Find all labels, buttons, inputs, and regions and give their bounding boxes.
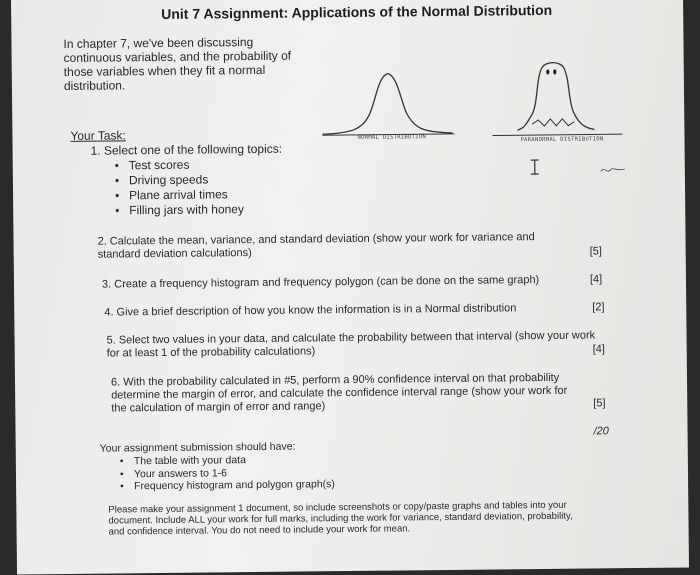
task-item-1: 1. Select one of the following topics: <box>90 141 283 158</box>
your-task-heading: Your Task: <box>70 128 126 143</box>
question-5-marks: [4] <box>592 343 606 356</box>
scribble-mark <box>601 169 625 172</box>
list-item: • Driving speeds <box>115 172 244 188</box>
submission-list <box>120 453 335 493</box>
question-4-marks: [2] <box>592 301 605 314</box>
total-marks: /20 <box>593 425 609 438</box>
question-3-marks: [4] <box>589 273 603 286</box>
question-6-marks: [5] <box>593 397 606 410</box>
topic-list <box>115 157 244 218</box>
text-cursor-icon <box>531 160 539 174</box>
ghost-eye-left <box>546 69 549 74</box>
paranormal-baseline <box>492 134 622 135</box>
intro-paragraph: In chapter 7, we've been discussing continuous variables, and the probability of those variables when they fit a normal distribution. <box>63 35 292 93</box>
normal-distribution-label: NORMAL DISTRIBUTION <box>357 134 427 141</box>
list-item: • The table with your data <box>120 453 335 468</box>
paranormal-distribution-label: PARANORMAL DISTRIBUTION <box>520 136 604 144</box>
page-title: Unit 7 Assignment: Applications of the Normal Distribution <box>161 1 553 22</box>
question-3: 3. Create a frequency histogram and frequency polygon (can be done on the same graph) <box>101 274 540 291</box>
question-4: 4. Give a brief description of how you know the information is in a Normal distribution <box>104 302 517 319</box>
list-item: • Filling jars with honey <box>115 202 244 218</box>
submission-note: Please make your assignment 1 document, so include screenshots or copy/paste graphs and tables into your document. Include ALL your work for full marks, including the work for variance, standard deviation, probability, and confidence interval. You do not need to include your work for mean. <box>108 499 573 538</box>
list-item: • Your answers to 1-6 <box>120 466 335 481</box>
question-2-marks: [5] <box>589 245 602 258</box>
question-2: 2. Calculate the mean, variance, and standard deviation (show your work for variance and standard deviation calculations) <box>97 231 535 261</box>
list-item: • Frequency histogram and polygon graph(s) <box>120 478 335 493</box>
question-5: 5. Select two values in your data, and calculate the probability between that interval (show your work for at least 1 of the probability calculations) <box>106 329 596 360</box>
ghost-hem <box>532 119 574 126</box>
submission-heading: Your assignment submission should have: <box>99 440 296 455</box>
list-item: • Plane arrival times <box>115 187 244 203</box>
normal-curve <box>322 73 453 134</box>
distribution-sketch <box>312 55 643 198</box>
ghost-eye-right <box>553 69 556 74</box>
assignment-sheet <box>11 0 689 575</box>
question-6: 6. With the probability calculated in #5, perform a 90% confidence interval on that probability determine the margin of error, and calculate the confidence interval range (show your work for the calculation of margin of error and range) <box>110 371 568 415</box>
list-item: • Test scores <box>115 157 244 173</box>
